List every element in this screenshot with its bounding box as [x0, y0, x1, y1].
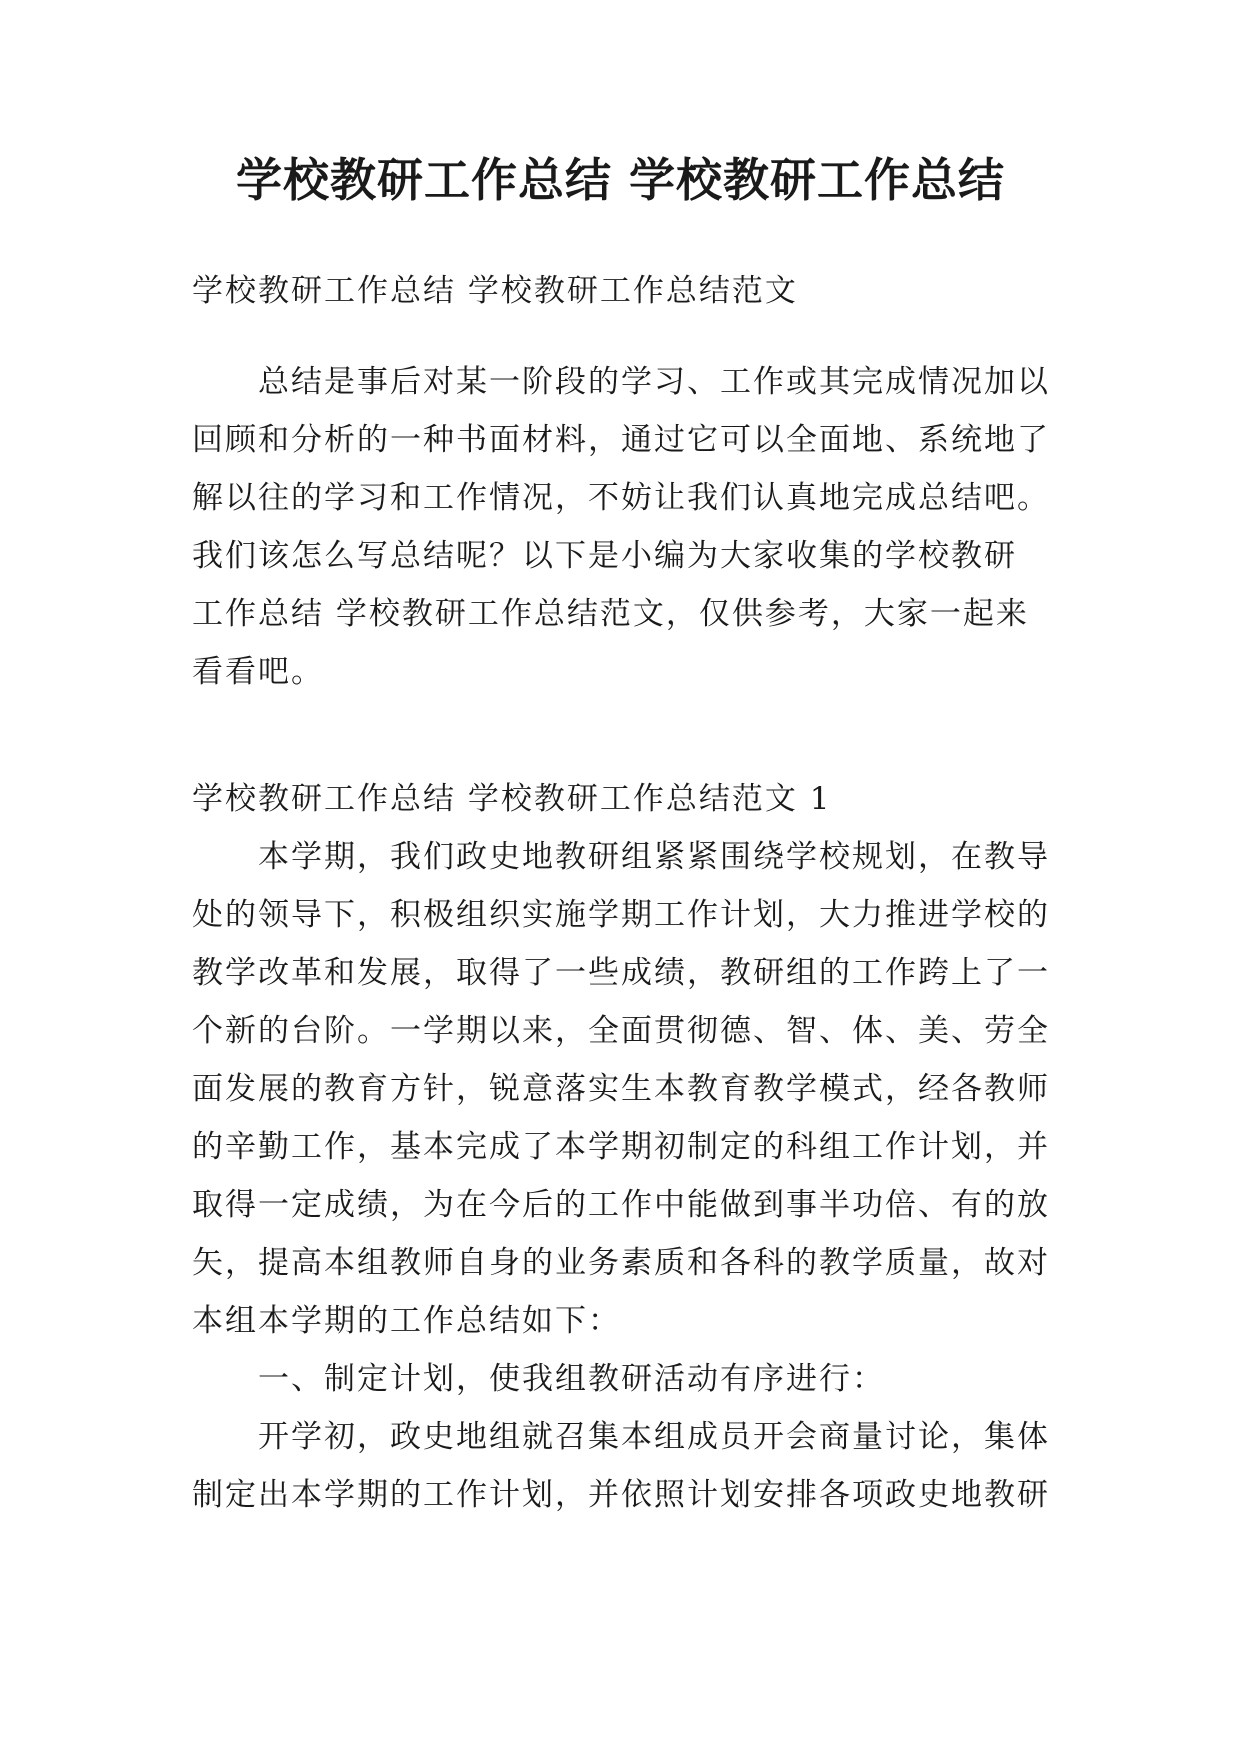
paragraph-line: 本学期，我们政史地教研组紧紧围绕学校规划，在教导: [258, 839, 1050, 875]
document-subtitle: [192, 262, 1072, 320]
section-paragraph: [192, 828, 1072, 1350]
section-heading: [192, 770, 1072, 828]
paragraph-line: 总结是事后对某一阶段的学习、工作或其完成情况加以: [258, 364, 1050, 400]
subtitle-line: 学校教研工作总结 学校教研工作总结范文: [192, 273, 798, 309]
paragraph-line: 教学改革和发展，取得了一些成绩，教研组的工作跨上了一: [192, 955, 1050, 991]
paragraph-line: 本组本学期的工作总结如下：: [192, 1303, 621, 1339]
paragraph-line: 的辛勤工作，基本完成了本学期初制定的科组工作计划，并: [192, 1129, 1050, 1165]
document-title: 学校教研工作总结 学校教研工作总结: [235, 153, 1005, 207]
intro-paragraph: [192, 353, 1072, 701]
paragraph-line: 面发展的教育方针，锐意落实生本教育教学模式，经各教师: [192, 1071, 1050, 1107]
point-heading-line: 一、制定计划，使我组教研活动有序进行：: [258, 1361, 885, 1397]
paragraph-line: 回顾和分析的一种书面材料，通过它可以全面地、系统地了: [192, 422, 1050, 458]
paragraph-line: 个新的台阶。一学期以来，全面贯彻德、智、体、美、劳全: [192, 1013, 1050, 1049]
paragraph-line: 工作总结 学校教研工作总结范文，仅供参考，大家一起来: [192, 596, 1029, 632]
paragraph-line: 我们该怎么写总结呢？以下是小编为大家收集的学校教研: [192, 538, 1017, 574]
point-heading: [192, 1350, 1072, 1408]
paragraph-line: 开学初，政史地组就召集本组成员开会商量讨论，集体: [258, 1419, 1050, 1455]
paragraph-line: 看看吧。: [192, 654, 324, 690]
point-paragraph: [192, 1408, 1072, 1524]
paragraph-line: 制定出本学期的工作计划，并依照计划安排各项政史地教研: [192, 1477, 1050, 1513]
paragraph-line: 取得一定成绩，为在今后的工作中能做到事半功倍、有的放: [192, 1187, 1050, 1223]
paragraph-line: 解以往的学习和工作情况，不妨让我们认真地完成总结吧。: [192, 480, 1050, 516]
section-heading-line: 学校教研工作总结 学校教研工作总结范文 1: [192, 781, 832, 817]
paragraph-line: 矢，提高本组教师自身的业务素质和各科的教学质量，故对: [192, 1245, 1050, 1281]
paragraph-line: 处的领导下，积极组织实施学期工作计划，大力推进学校的: [192, 897, 1050, 933]
